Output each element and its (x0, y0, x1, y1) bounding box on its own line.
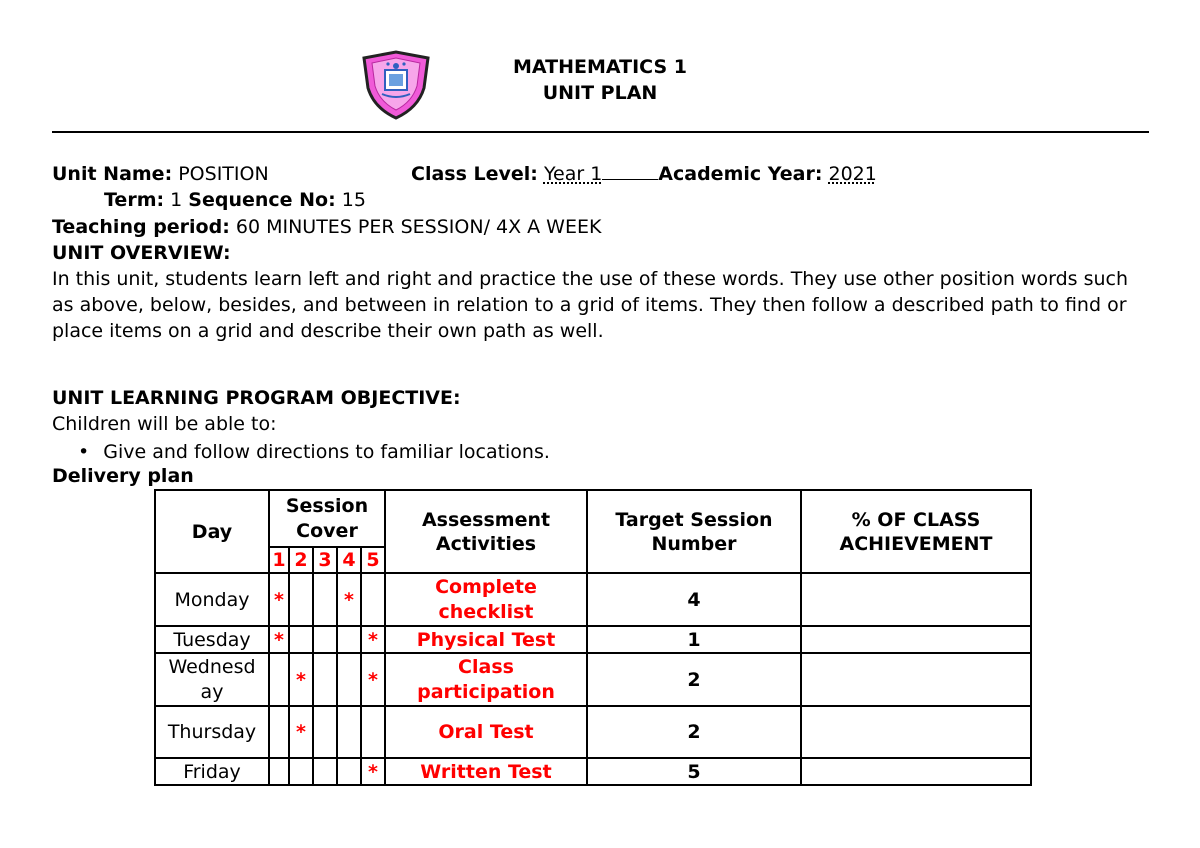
teaching-period-value: 60 MINUTES PER SESSION/ 4X A WEEK (235, 216, 602, 238)
achievement-cell (801, 758, 1031, 785)
class-level (411, 162, 877, 186)
target-cell: 4 (587, 573, 801, 626)
achievement-cell (801, 706, 1031, 758)
table-row (155, 573, 1031, 626)
session-cell (337, 626, 361, 653)
session-cell (289, 573, 313, 626)
session-number: 5 (361, 547, 385, 573)
session-number: 2 (289, 547, 313, 573)
objective-heading: UNIT LEARNING PROGRAM OBJECTIVE: (52, 387, 461, 409)
academic-year-label: Academic Year: (658, 163, 823, 185)
school-crest-icon (358, 50, 434, 120)
day-cell: Monday (155, 573, 269, 626)
session-cell (337, 706, 361, 758)
session-mark: * (337, 573, 361, 626)
session-number: 1 (269, 547, 289, 573)
target-cell: 2 (587, 706, 801, 758)
teaching-period-label: Teaching period: (52, 216, 230, 238)
session-cell (289, 626, 313, 653)
session-cell (269, 706, 289, 758)
session-cell (289, 758, 313, 785)
unit-name-value: POSITION (178, 163, 269, 185)
assessment-cell: Complete checklist (385, 573, 587, 626)
title-line-1: MATHEMATICS 1 (513, 56, 687, 78)
column-header-target: Target Session Number (587, 490, 801, 573)
day-cell: Friday (155, 758, 269, 785)
session-cell (313, 706, 337, 758)
objective-item-text: Give and follow directions to familiar locations. (103, 441, 550, 463)
table-row (155, 626, 1031, 653)
column-header-session: Session Cover (269, 490, 385, 547)
session-cell (361, 573, 385, 626)
day-cell: Tuesday (155, 626, 269, 653)
document-title (450, 54, 750, 106)
session-number: 3 (313, 547, 337, 573)
delivery-plan-table (154, 489, 1032, 786)
target-cell: 1 (587, 626, 801, 653)
term-label: Term: (104, 189, 165, 211)
table-row (155, 706, 1031, 758)
info-line-2 (104, 188, 366, 212)
sequence-label: Sequence No: (188, 189, 336, 211)
session-mark: * (289, 653, 313, 706)
session-number: 4 (337, 547, 361, 573)
objective-list-item (78, 440, 550, 464)
table-row (155, 653, 1031, 706)
header-divider (52, 131, 1149, 133)
column-header-achievement: % OF CLASS ACHIEVEMENT (801, 490, 1031, 573)
session-mark: * (269, 573, 289, 626)
target-cell: 2 (587, 653, 801, 706)
class-level-label: Class Level: (411, 163, 538, 185)
session-cell (313, 626, 337, 653)
overview-heading: UNIT OVERVIEW: (52, 242, 231, 264)
session-mark: * (289, 706, 313, 758)
class-level-blank (602, 163, 658, 180)
session-cell (313, 573, 337, 626)
achievement-cell (801, 573, 1031, 626)
title-line-2: UNIT PLAN (542, 82, 658, 104)
achievement-cell (801, 626, 1031, 653)
column-header-day: Day (155, 490, 269, 573)
day-cell: Wednesday (155, 653, 269, 706)
table-row (155, 758, 1031, 785)
delivery-heading: Delivery plan (52, 465, 194, 487)
session-cell (337, 653, 361, 706)
term-value: 1 (170, 189, 183, 211)
column-header-assessment: Assessment Activities (385, 490, 587, 573)
assessment-cell: Written Test (385, 758, 587, 785)
assessment-cell: Class participation (385, 653, 587, 706)
session-cell (313, 758, 337, 785)
class-level-value: Year 1 (543, 163, 603, 185)
academic-year-value: 2021 (828, 163, 877, 185)
assessment-cell: Oral Test (385, 706, 587, 758)
session-mark: * (361, 758, 385, 785)
assessment-cell: Physical Test (385, 626, 587, 653)
day-cell: Thursday (155, 706, 269, 758)
info-line-1 (52, 162, 269, 186)
session-cell (313, 653, 337, 706)
overview-text: In this unit, students learn left and right and practice the use of these words. They use other position words such as above, below, besides, and between in relation to a grid of items. They then follow a described path to find or place items on a grid and describe their own path as well. (52, 268, 1129, 342)
bullet-icon: • (78, 441, 90, 463)
achievement-cell (801, 653, 1031, 706)
sequence-value: 15 (341, 189, 366, 211)
unit-name-label: Unit Name: (52, 163, 173, 185)
session-mark: * (269, 626, 289, 653)
session-cell (269, 653, 289, 706)
session-cell (361, 706, 385, 758)
teaching-period (52, 215, 601, 239)
target-cell: 5 (587, 758, 801, 785)
objective-intro: Children will be able to: (52, 413, 277, 435)
session-cell (269, 758, 289, 785)
session-mark: * (361, 626, 385, 653)
session-cell (337, 758, 361, 785)
session-mark: * (361, 653, 385, 706)
